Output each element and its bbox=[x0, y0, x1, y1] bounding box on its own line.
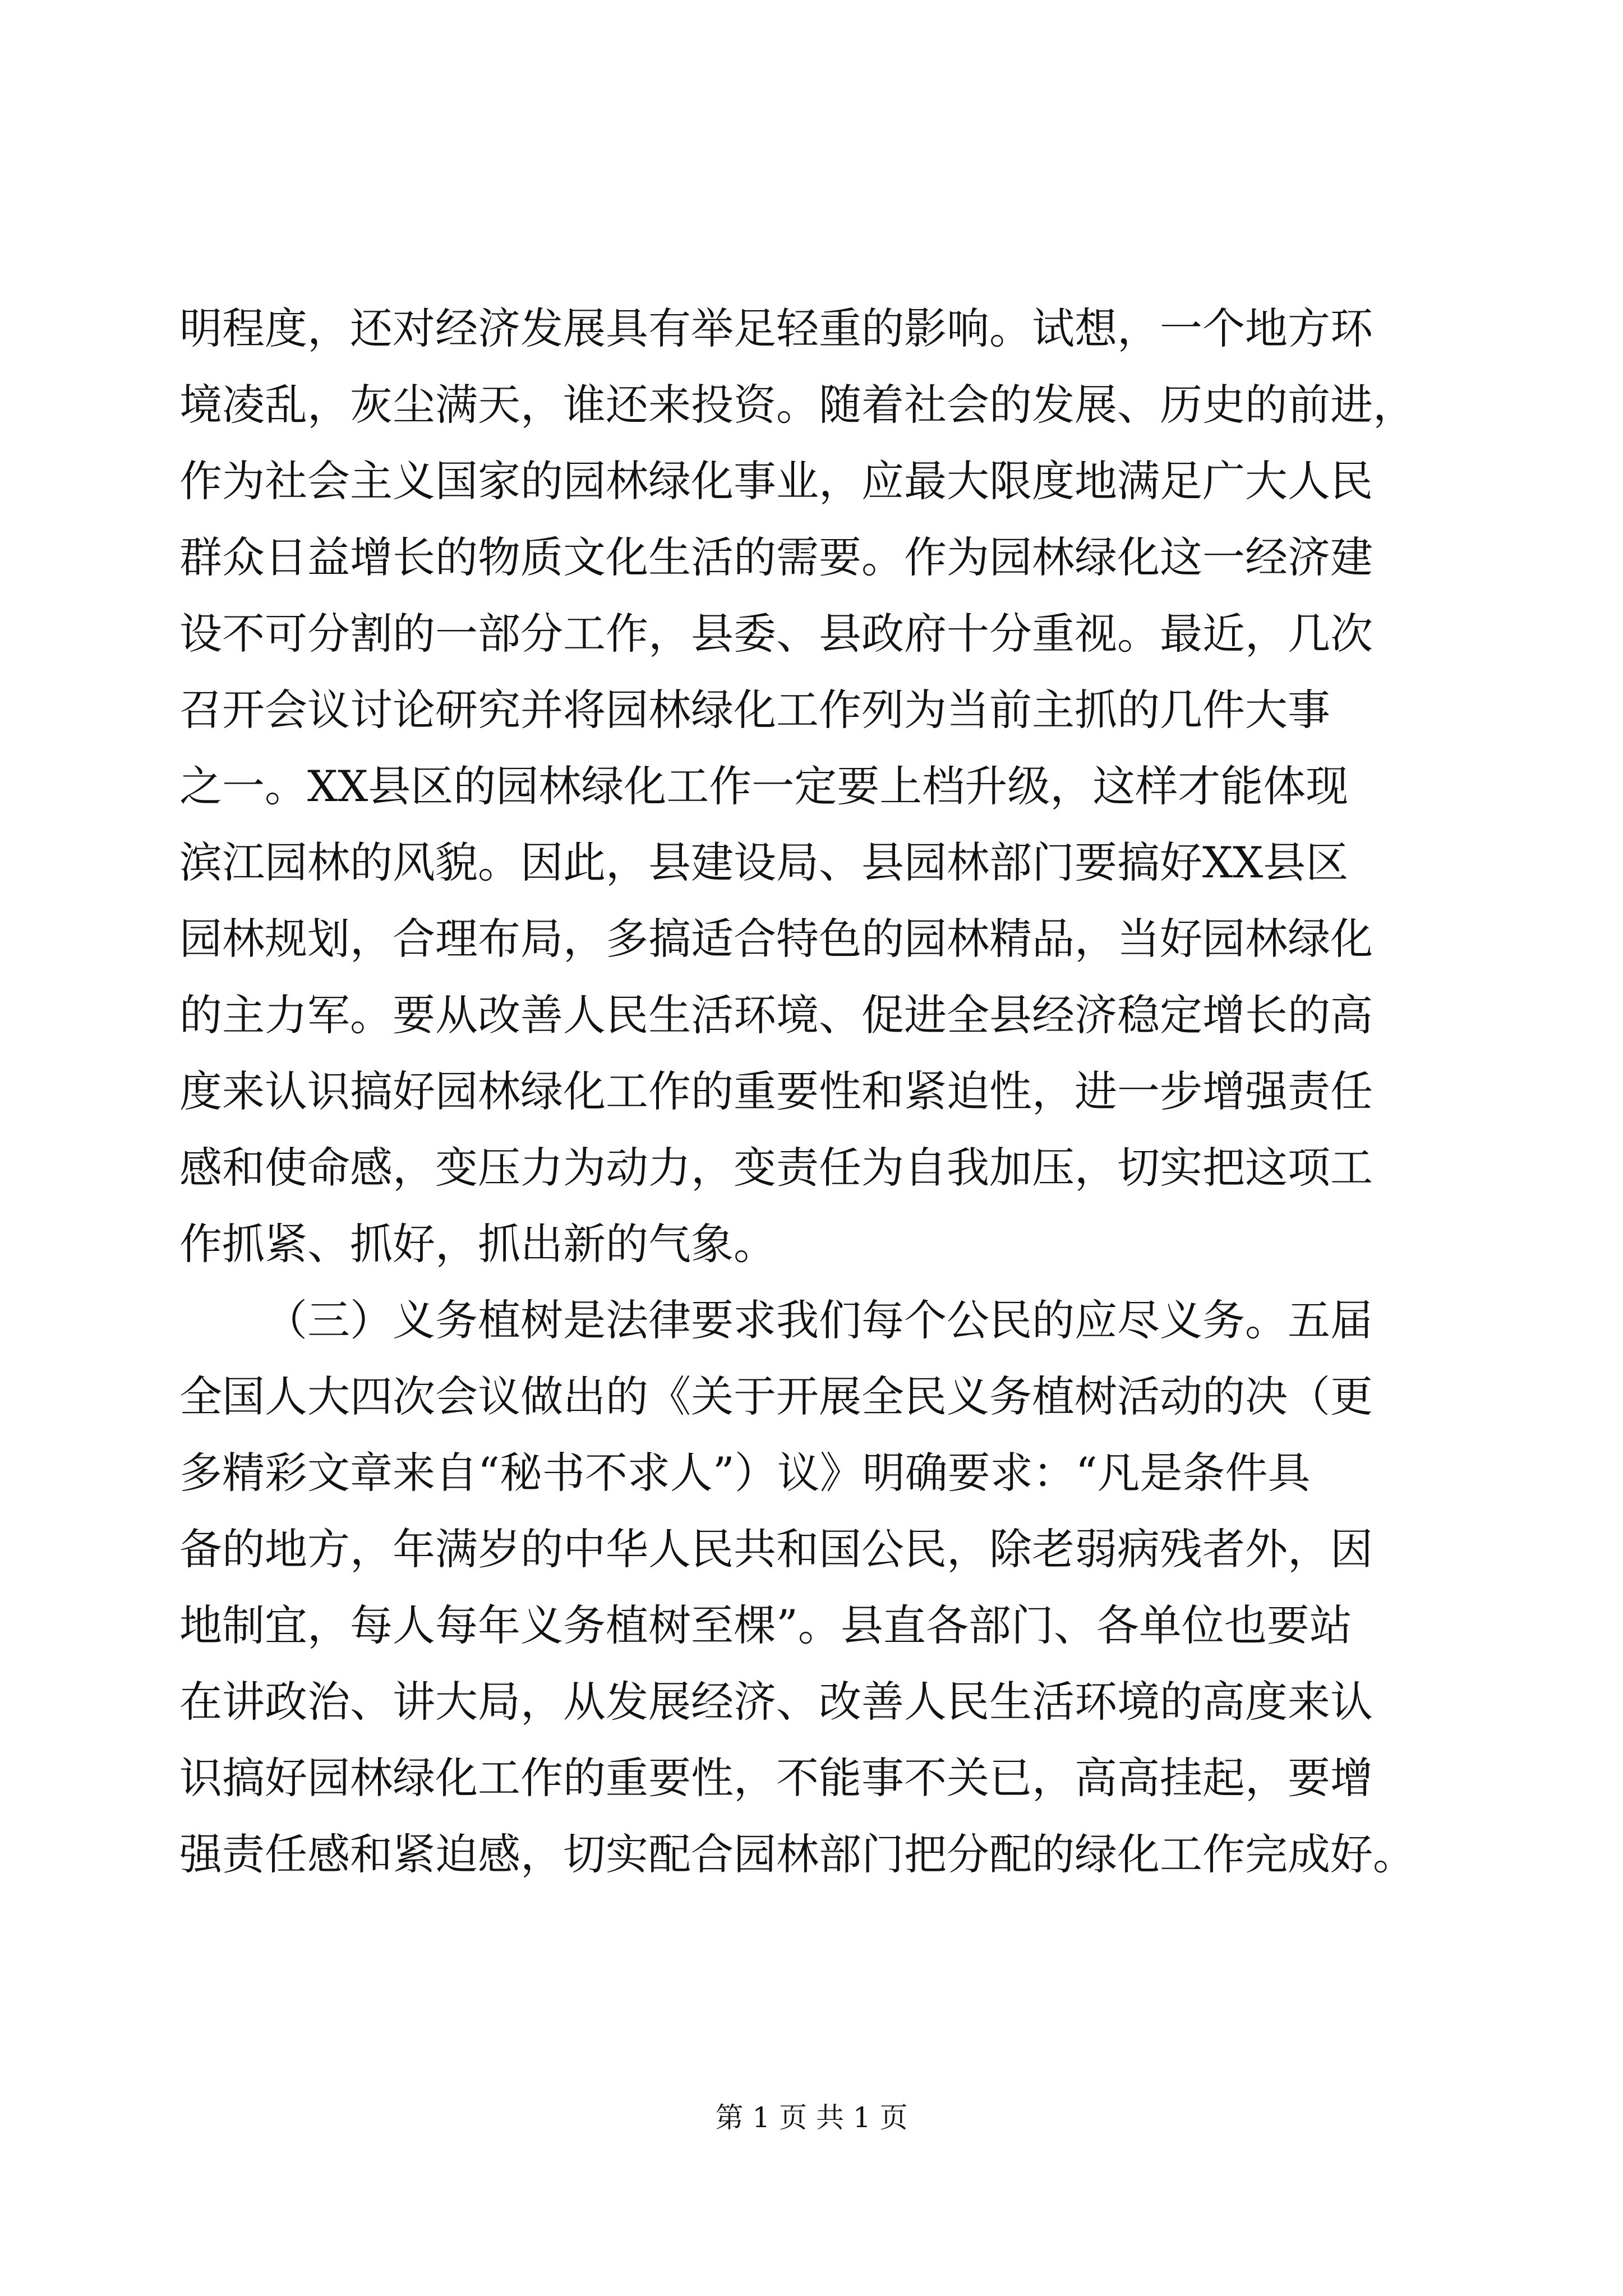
text-line: 在讲政治、讲大局，从发展经济、改善人民生活环境的高度来认 bbox=[179, 1677, 1373, 1727]
text-line: 明程度，还对经济发展具有举足轻重的影响。试想，一个地方环 bbox=[179, 303, 1373, 353]
text-line: 强责任感和紧迫感，切实配合园林部门把分配的绿化工作完成好。 bbox=[179, 1829, 1415, 1879]
page-number-label: 第 1 页 共 1 页 bbox=[715, 2101, 908, 2134]
text-line: 全国人大四次会议做出的《关于开展全民义务植树活动的决（更 bbox=[179, 1372, 1373, 1421]
text-line: 召开会议讨论研究并将园林绿化工作列为当前主抓的几件大事 bbox=[179, 685, 1330, 735]
body-text bbox=[179, 291, 1447, 1893]
text-line: 地制宜，每人每年义务植树至棵”。县直各部门、各单位也要站 bbox=[179, 1600, 1352, 1650]
text-line: 多精彩文章来自“秘书不求人”）议》明确要求：“凡是条件具 bbox=[179, 1448, 1311, 1498]
text-line: 之一。XX县区的园林绿化工作一定要上档升级，这样才能体现 bbox=[179, 761, 1349, 811]
text-line: 境凌乱，灰尘满天，谁还来投资。随着社会的发展、历史的前进， bbox=[179, 380, 1415, 430]
text-line: 群众日益增长的物质文化生活的需要。作为园林绿化这一经济建 bbox=[179, 532, 1373, 582]
text-line: 备的地方，年满岁的中华人民共和国公民，除老弱病残者外，因 bbox=[179, 1524, 1373, 1574]
text-line: 园林规划，合理布局，多搞适合特色的园林精品，当好园林绿化 bbox=[179, 914, 1373, 964]
text-line: 作为社会主义国家的园林绿化事业，应最大限度地满足广大人民 bbox=[179, 456, 1373, 506]
page-footer bbox=[0, 2098, 1623, 2137]
text-line: 设不可分割的一部分工作，县委、县政府十分重视。最近，几次 bbox=[179, 609, 1373, 659]
text-line: 滨江园林的风貌。因此，县建设局、县园林部门要搞好XX县区 bbox=[179, 838, 1349, 887]
text-line: 识搞好园林绿化工作的重要性，不能事不关已，高高挂起，要增 bbox=[179, 1753, 1373, 1803]
text-line: 的主力军。要从改善人民生活环境、促进全县经济稳定增长的高 bbox=[179, 990, 1373, 1040]
text-line: 作抓紧、抓好，抓出新的气象。 bbox=[179, 1219, 776, 1269]
text-line: 感和使命感，变压力为动力，变责任为自我加压，切实把这项工 bbox=[179, 1143, 1373, 1193]
paragraph-first-line: （三）义务植树是法律要求我们每个公民的应尽义务。五届 bbox=[265, 1295, 1373, 1345]
text-line: 度来认识搞好园林绿化工作的重要性和紧迫性，进一步增强责任 bbox=[179, 1066, 1373, 1116]
